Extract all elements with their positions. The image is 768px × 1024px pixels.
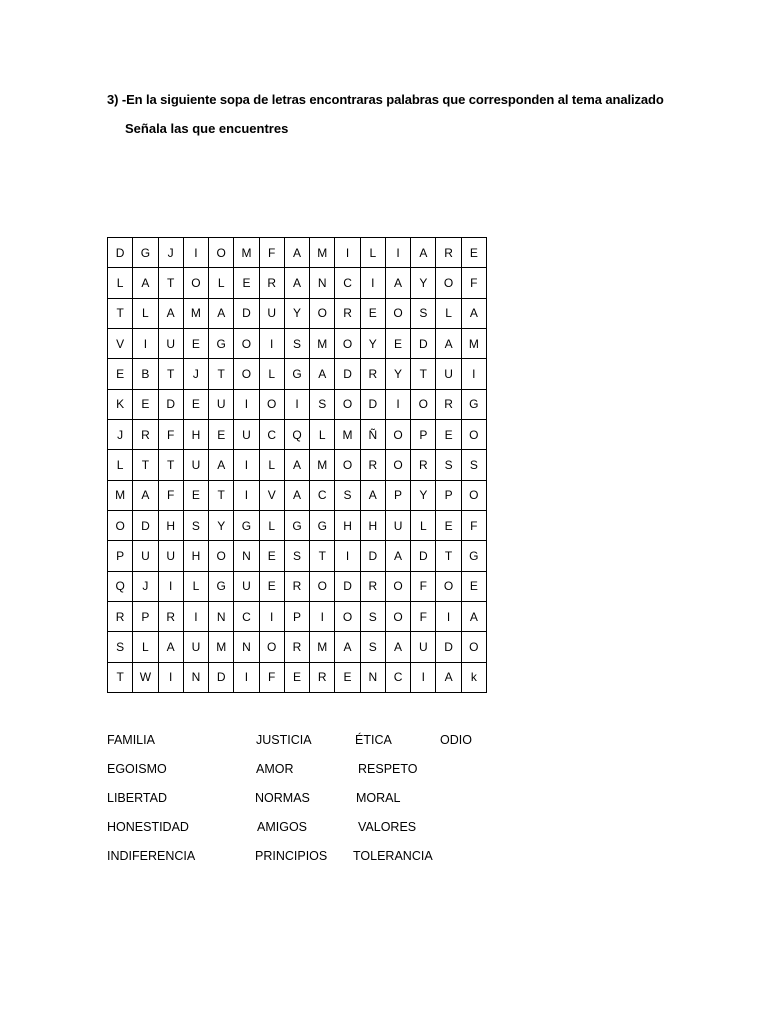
grid-cell: D bbox=[108, 238, 133, 268]
grid-cell: F bbox=[411, 572, 436, 602]
grid-cell: D bbox=[234, 299, 259, 329]
grid-cell: O bbox=[209, 541, 234, 571]
grid-cell: R bbox=[361, 450, 386, 480]
word-list-item: AMOR bbox=[256, 762, 294, 776]
grid-cell: G bbox=[133, 238, 158, 268]
grid-cell: E bbox=[184, 481, 209, 511]
grid-cell: I bbox=[310, 602, 335, 632]
grid-cell: S bbox=[411, 299, 436, 329]
grid-cell: A bbox=[285, 268, 310, 298]
instruction-heading: 3) -En la siguiente sopa de letras encontraras palabras que corresponden al tema analizado bbox=[107, 92, 664, 107]
grid-cell: A bbox=[462, 602, 487, 632]
grid-cell: L bbox=[209, 268, 234, 298]
grid-cell: B bbox=[133, 359, 158, 389]
grid-cell: J bbox=[133, 572, 158, 602]
grid-cell: S bbox=[285, 329, 310, 359]
grid-cell: V bbox=[260, 481, 285, 511]
grid-cell: S bbox=[285, 541, 310, 571]
grid-cell: F bbox=[462, 268, 487, 298]
grid-cell: F bbox=[462, 511, 487, 541]
word-list-item: RESPETO bbox=[358, 762, 418, 776]
grid-cell: Ñ bbox=[361, 420, 386, 450]
grid-cell: E bbox=[462, 238, 487, 268]
grid-cell: O bbox=[234, 329, 259, 359]
grid-cell: U bbox=[234, 572, 259, 602]
grid-cell: L bbox=[260, 511, 285, 541]
grid-cell: T bbox=[436, 541, 461, 571]
grid-cell: G bbox=[310, 511, 335, 541]
grid-cell: R bbox=[436, 238, 461, 268]
grid-cell: A bbox=[462, 299, 487, 329]
grid-cell: A bbox=[411, 238, 436, 268]
grid-cell: E bbox=[335, 663, 360, 693]
grid-cell: A bbox=[386, 541, 411, 571]
grid-cell: U bbox=[386, 511, 411, 541]
grid-cell: L bbox=[361, 238, 386, 268]
grid-cell: A bbox=[133, 481, 158, 511]
grid-cell: O bbox=[335, 329, 360, 359]
grid-cell: C bbox=[335, 268, 360, 298]
word-list-item: ÉTICA bbox=[355, 733, 392, 747]
grid-cell: T bbox=[159, 268, 184, 298]
grid-cell: O bbox=[386, 299, 411, 329]
grid-cell: P bbox=[108, 541, 133, 571]
grid-cell: I bbox=[260, 329, 285, 359]
grid-cell: M bbox=[234, 238, 259, 268]
grid-cell: G bbox=[462, 541, 487, 571]
grid-cell: D bbox=[436, 632, 461, 662]
grid-cell: L bbox=[108, 268, 133, 298]
grid-cell: U bbox=[184, 632, 209, 662]
grid-cell: L bbox=[310, 420, 335, 450]
word-list-item: EGOISMO bbox=[107, 762, 167, 776]
word-list-item: PRINCIPIOS bbox=[255, 849, 328, 863]
grid-cell: E bbox=[285, 663, 310, 693]
grid-cell: F bbox=[260, 663, 285, 693]
grid-cell: O bbox=[386, 602, 411, 632]
grid-cell: G bbox=[209, 329, 234, 359]
grid-cell: H bbox=[184, 541, 209, 571]
grid-cell: L bbox=[436, 299, 461, 329]
grid-cell: Y bbox=[209, 511, 234, 541]
grid-cell: W bbox=[133, 663, 158, 693]
grid-cell: O bbox=[335, 602, 360, 632]
grid-cell: D bbox=[209, 663, 234, 693]
grid-cell: O bbox=[310, 299, 335, 329]
grid-cell: T bbox=[310, 541, 335, 571]
word-list-item: JUSTICIA bbox=[256, 733, 312, 747]
grid-cell: P bbox=[411, 420, 436, 450]
grid-cell: R bbox=[285, 572, 310, 602]
grid-cell: U bbox=[159, 541, 184, 571]
grid-cell: N bbox=[234, 632, 259, 662]
grid-cell: R bbox=[411, 450, 436, 480]
grid-cell: I bbox=[386, 238, 411, 268]
grid-cell: D bbox=[133, 511, 158, 541]
grid-cell: S bbox=[108, 632, 133, 662]
grid-cell: R bbox=[108, 602, 133, 632]
grid-cell: T bbox=[108, 663, 133, 693]
grid-cell: I bbox=[234, 450, 259, 480]
grid-cell: O bbox=[184, 268, 209, 298]
instruction-subheading: Señala las que encuentres bbox=[125, 121, 289, 136]
grid-cell: E bbox=[462, 572, 487, 602]
grid-cell: M bbox=[310, 450, 335, 480]
grid-cell: I bbox=[386, 390, 411, 420]
grid-cell: I bbox=[285, 390, 310, 420]
grid-cell: T bbox=[159, 359, 184, 389]
grid-cell: I bbox=[234, 390, 259, 420]
grid-cell: F bbox=[159, 420, 184, 450]
grid-cell: O bbox=[108, 511, 133, 541]
grid-cell: K bbox=[108, 390, 133, 420]
grid-cell: M bbox=[335, 420, 360, 450]
grid-cell: J bbox=[184, 359, 209, 389]
grid-cell: L bbox=[411, 511, 436, 541]
grid-cell: T bbox=[411, 359, 436, 389]
grid-cell: N bbox=[361, 663, 386, 693]
grid-cell: U bbox=[234, 420, 259, 450]
grid-cell: A bbox=[386, 632, 411, 662]
grid-cell: A bbox=[361, 481, 386, 511]
grid-cell: O bbox=[386, 572, 411, 602]
grid-cell: Y bbox=[386, 359, 411, 389]
grid-cell: A bbox=[310, 359, 335, 389]
grid-cell: A bbox=[159, 632, 184, 662]
grid-cell: R bbox=[133, 420, 158, 450]
grid-cell: I bbox=[462, 359, 487, 389]
grid-cell: U bbox=[260, 299, 285, 329]
grid-cell: H bbox=[361, 511, 386, 541]
word-list-item: AMIGOS bbox=[257, 820, 308, 834]
grid-cell: I bbox=[335, 238, 360, 268]
grid-cell: k bbox=[462, 663, 487, 693]
grid-cell: J bbox=[108, 420, 133, 450]
grid-cell: U bbox=[159, 329, 184, 359]
grid-cell: N bbox=[310, 268, 335, 298]
grid-cell: O bbox=[462, 632, 487, 662]
grid-cell: O bbox=[260, 390, 285, 420]
grid-cell: E bbox=[184, 390, 209, 420]
grid-cell: E bbox=[184, 329, 209, 359]
word-list-item: VALORES bbox=[358, 820, 417, 834]
grid-cell: C bbox=[260, 420, 285, 450]
grid-cell: I bbox=[361, 268, 386, 298]
grid-cell: O bbox=[234, 359, 259, 389]
grid-cell: A bbox=[209, 299, 234, 329]
grid-cell: S bbox=[361, 602, 386, 632]
grid-cell: M bbox=[310, 238, 335, 268]
word-list-item: MORAL bbox=[356, 791, 401, 805]
grid-cell: D bbox=[411, 329, 436, 359]
grid-cell: P bbox=[133, 602, 158, 632]
grid-cell: N bbox=[184, 663, 209, 693]
grid-cell: I bbox=[411, 663, 436, 693]
grid-cell: E bbox=[133, 390, 158, 420]
grid-cell: C bbox=[386, 663, 411, 693]
grid-cell: S bbox=[436, 450, 461, 480]
word-list-item: INDIFERENCIA bbox=[107, 849, 196, 863]
grid-cell: U bbox=[184, 450, 209, 480]
grid-cell: Y bbox=[361, 329, 386, 359]
grid-cell: O bbox=[310, 572, 335, 602]
grid-cell: R bbox=[361, 572, 386, 602]
grid-cell: A bbox=[436, 329, 461, 359]
grid-cell: O bbox=[436, 572, 461, 602]
grid-cell: E bbox=[361, 299, 386, 329]
grid-cell: E bbox=[260, 541, 285, 571]
grid-cell: N bbox=[234, 541, 259, 571]
grid-cell: O bbox=[386, 450, 411, 480]
grid-cell: V bbox=[108, 329, 133, 359]
grid-cell: A bbox=[335, 632, 360, 662]
grid-cell: D bbox=[335, 359, 360, 389]
grid-cell: L bbox=[260, 450, 285, 480]
word-search-grid bbox=[107, 237, 487, 693]
grid-cell: I bbox=[234, 481, 259, 511]
grid-cell: T bbox=[133, 450, 158, 480]
grid-cell: U bbox=[133, 541, 158, 571]
grid-cell: A bbox=[285, 238, 310, 268]
grid-cell: U bbox=[209, 390, 234, 420]
grid-cell: R bbox=[436, 390, 461, 420]
grid-cell: U bbox=[411, 632, 436, 662]
grid-cell: A bbox=[133, 268, 158, 298]
grid-cell: O bbox=[436, 268, 461, 298]
grid-cell: Q bbox=[285, 420, 310, 450]
grid-cell: I bbox=[234, 663, 259, 693]
grid-cell: M bbox=[310, 329, 335, 359]
grid-cell: M bbox=[209, 632, 234, 662]
grid-cell: A bbox=[159, 299, 184, 329]
grid-cell: O bbox=[335, 450, 360, 480]
grid-cell: P bbox=[285, 602, 310, 632]
grid-cell: L bbox=[184, 572, 209, 602]
grid-cell: Q bbox=[108, 572, 133, 602]
grid-cell: E bbox=[386, 329, 411, 359]
grid-cell: T bbox=[108, 299, 133, 329]
grid-cell: M bbox=[462, 329, 487, 359]
grid-cell: O bbox=[260, 632, 285, 662]
grid-cell: H bbox=[335, 511, 360, 541]
grid-cell: D bbox=[335, 572, 360, 602]
grid-cell: S bbox=[462, 450, 487, 480]
grid-cell: M bbox=[108, 481, 133, 511]
grid-cell: I bbox=[184, 238, 209, 268]
grid-cell: P bbox=[436, 481, 461, 511]
word-list-item: NORMAS bbox=[255, 791, 310, 805]
word-list-item: TOLERANCIA bbox=[353, 849, 433, 863]
grid-cell: E bbox=[260, 572, 285, 602]
grid-cell: M bbox=[184, 299, 209, 329]
grid-cell: P bbox=[386, 481, 411, 511]
grid-cell: I bbox=[159, 663, 184, 693]
grid-cell: I bbox=[133, 329, 158, 359]
grid-cell: C bbox=[234, 602, 259, 632]
grid-cell: T bbox=[209, 359, 234, 389]
grid-cell: L bbox=[133, 632, 158, 662]
grid-cell: O bbox=[209, 238, 234, 268]
grid-cell: E bbox=[436, 511, 461, 541]
grid-cell: S bbox=[310, 390, 335, 420]
grid-cell: O bbox=[462, 420, 487, 450]
word-list-item: HONESTIDAD bbox=[107, 820, 189, 834]
grid-cell: N bbox=[209, 602, 234, 632]
grid-cell: R bbox=[310, 663, 335, 693]
grid-cell: O bbox=[386, 420, 411, 450]
grid-cell: D bbox=[159, 390, 184, 420]
word-list-item: ODIO bbox=[440, 733, 472, 747]
grid-cell: R bbox=[285, 632, 310, 662]
grid-cell: A bbox=[285, 481, 310, 511]
grid-cell: I bbox=[159, 572, 184, 602]
grid-cell: S bbox=[335, 481, 360, 511]
word-list-item: FAMILIA bbox=[107, 733, 155, 747]
grid-cell: D bbox=[411, 541, 436, 571]
grid-cell: R bbox=[159, 602, 184, 632]
grid-cell: A bbox=[436, 663, 461, 693]
grid-cell: O bbox=[462, 481, 487, 511]
grid-cell: I bbox=[335, 541, 360, 571]
grid-cell: A bbox=[285, 450, 310, 480]
grid-cell: D bbox=[361, 390, 386, 420]
grid-cell: G bbox=[285, 359, 310, 389]
grid-cell: G bbox=[209, 572, 234, 602]
grid-cell: R bbox=[335, 299, 360, 329]
grid-cell: U bbox=[436, 359, 461, 389]
grid-cell: F bbox=[159, 481, 184, 511]
grid-cell: E bbox=[436, 420, 461, 450]
grid-cell: J bbox=[159, 238, 184, 268]
grid-cell: A bbox=[386, 268, 411, 298]
grid-cell: C bbox=[310, 481, 335, 511]
grid-cell: H bbox=[184, 420, 209, 450]
grid-cell: D bbox=[361, 541, 386, 571]
grid-cell: Y bbox=[411, 481, 436, 511]
grid-cell: I bbox=[184, 602, 209, 632]
grid-cell: E bbox=[209, 420, 234, 450]
grid-cell: G bbox=[234, 511, 259, 541]
grid-cell: Y bbox=[411, 268, 436, 298]
grid-cell: O bbox=[335, 390, 360, 420]
grid-cell: R bbox=[361, 359, 386, 389]
grid-cell: A bbox=[209, 450, 234, 480]
grid-cell: L bbox=[108, 450, 133, 480]
grid-cell: E bbox=[234, 268, 259, 298]
grid-cell: H bbox=[159, 511, 184, 541]
grid-cell: M bbox=[310, 632, 335, 662]
word-list-item: LIBERTAD bbox=[107, 791, 167, 805]
grid-cell: I bbox=[260, 602, 285, 632]
grid-cell: E bbox=[108, 359, 133, 389]
grid-cell: G bbox=[285, 511, 310, 541]
grid-cell: Y bbox=[285, 299, 310, 329]
grid-cell: T bbox=[209, 481, 234, 511]
grid-cell: G bbox=[462, 390, 487, 420]
grid-cell: L bbox=[133, 299, 158, 329]
grid-cell: R bbox=[260, 268, 285, 298]
grid-cell: S bbox=[361, 632, 386, 662]
grid-cell: I bbox=[436, 602, 461, 632]
grid-cell: F bbox=[260, 238, 285, 268]
grid-cell: L bbox=[260, 359, 285, 389]
grid-cell: S bbox=[184, 511, 209, 541]
grid-cell: T bbox=[159, 450, 184, 480]
grid-cell: F bbox=[411, 602, 436, 632]
grid-cell: O bbox=[411, 390, 436, 420]
